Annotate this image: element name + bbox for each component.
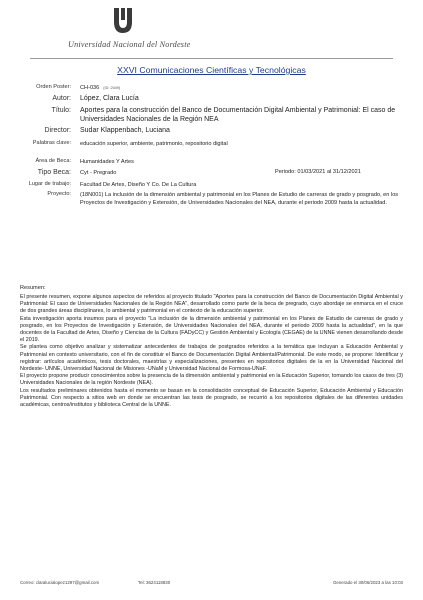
lugar-value: Facultad De Artes, Diseño Y Co. De La Cultura: [80, 182, 197, 188]
tipo-value: Cyt - Pregrado: [80, 170, 117, 176]
autor-value: López, Clara Lucía: [80, 95, 139, 102]
unne-emblem-icon: [111, 6, 135, 36]
palabras-label: Palabras clave:: [32, 140, 71, 146]
area-value: Humanidades Y Artes: [80, 159, 134, 165]
area-label: Área de Beca:: [35, 158, 71, 164]
titulo-label: Título:: [51, 107, 71, 114]
university-logo: [68, 6, 191, 58]
titulo-value: Aportes para la construcción del Banco de Documentación Digital Ambiental y Patrimonial: El caso de Universidades Nacionales de la Región NEA: [80, 107, 396, 123]
autor-label: Autor:: [52, 95, 71, 102]
footer-generated: Generado el 30/06/2023 a las 10:03: [332, 580, 403, 585]
palabras-value: educación superior, ambiente, patrimonio, repositorio digital: [80, 141, 228, 147]
lugar-label: Lugar de trabajo:: [28, 181, 71, 187]
proyecto-label: Proyecto:: [47, 191, 71, 197]
resumen-paragraph: El presente resumen, expone algunos aspectos de referidos al proyecto titulado "Aportes para la construcción del Banco de Documentación Digital Ambiental y Patrimonial: El caso de Universidades Nacionales de la Región NEA", desarrollado como parte de la beca de pregrado, cuyo abordaje se enmarca en el cruce de dos grandes áreas disciplinares, lo ambiental y patrimonial en el contexto de la educación superior.: [20, 294, 403, 315]
header-divider: [30, 58, 393, 59]
proyecto-value: (18N001) La inclusión de la dimensión ambiental y patrimonial en los Planes de Estudio de carreras de grado y posgrado, en los Proyectos de Investigación y Extensión, de Universidades Nacionales del NEA, durante el periodo 2009 hasta la actualidad.: [80, 192, 399, 206]
tipo-label: Tipo Beca:: [37, 169, 71, 176]
resumen-body: [20, 294, 403, 409]
footer-phone: Tel: 3624118830: [138, 580, 171, 585]
director-value: Sudar Klappenbach, Luciana: [80, 127, 170, 134]
director-label: Director:: [44, 127, 71, 134]
orden-value: CH-036: [80, 85, 100, 91]
resumen-paragraph: Esta investigación aporta insumos para el proyecto "La inclusión de la dimensión ambiental y patrimonial en los Planes de Estudio de carreras de grado y posgrado, en los Proyectos de Investigación y Extensión, de Universidades Nacionales del NEA, durante el periodo 2009 hasta la actualidad", en la que docentes de la Facultad de Artes, Diseño y Ciencias de la Cultura (FADyCC) y Gestión Ambiental y Ecología (CEGAE) de la UNNE vienen desarrollando desde el 2019.: [20, 315, 403, 344]
resumen-paragraph: Los resultados preliminares obtenidos hasta el momento se basan en la consolidación conceptual de Educación Superior, Educación Ambiental y Educación Patrimonial. Con respecto a sitios web en donde se encuentran las tesis de posgrado, se recurrió a los repositorios digitales de las diferentes unidades académicas, centros/institutos y biblioteca Central de la UNNE.: [20, 387, 403, 409]
footer-email: Correo: claralucialopez1297@gmail.com: [20, 580, 100, 585]
conference-title[interactable]: XXVI Comunicaciones Científicas y Tecnológicas: [117, 65, 306, 75]
resumen-title: Resumen:: [20, 285, 46, 291]
orden-label: Orden Poster:: [36, 84, 71, 90]
periodo-value: Periodo: 01/03/2021 al 31/12/2021: [275, 169, 361, 175]
orden-id: (ID: 2049): [103, 86, 121, 90]
resumen-paragraph: El proyecto propone producir conocimientos sobre la presencia de la dimensión ambiental y patrimonial en la Educación Superior, tomando los casos de tres (3) Universidades Nacionales de la región Nordeste (NEA).: [20, 373, 403, 387]
resumen-paragraph: Se plantea como objetivo analizar y sistematizar antecedentes de trabajos de postgrados referidos a la temática que incluyan a Educación Ambiental y Patrimonial en contexto universitario, con el fin de constituir el Banco de Documentación Digital Ambiental/Patrimonial. De este modo, se propone: Identificar y registrar: artículos académicos, tesis doctorales, maestrías y especializaciones, presentes en repositorios digitales de la en la Universidad Nacional del Nordeste- UNNE, Universidad Nacional de Misiones -UNaM y Universidad Nacional de Formosa-UNaF.: [20, 344, 403, 373]
university-name: Universidad Nacional del Nordeste: [68, 40, 191, 49]
